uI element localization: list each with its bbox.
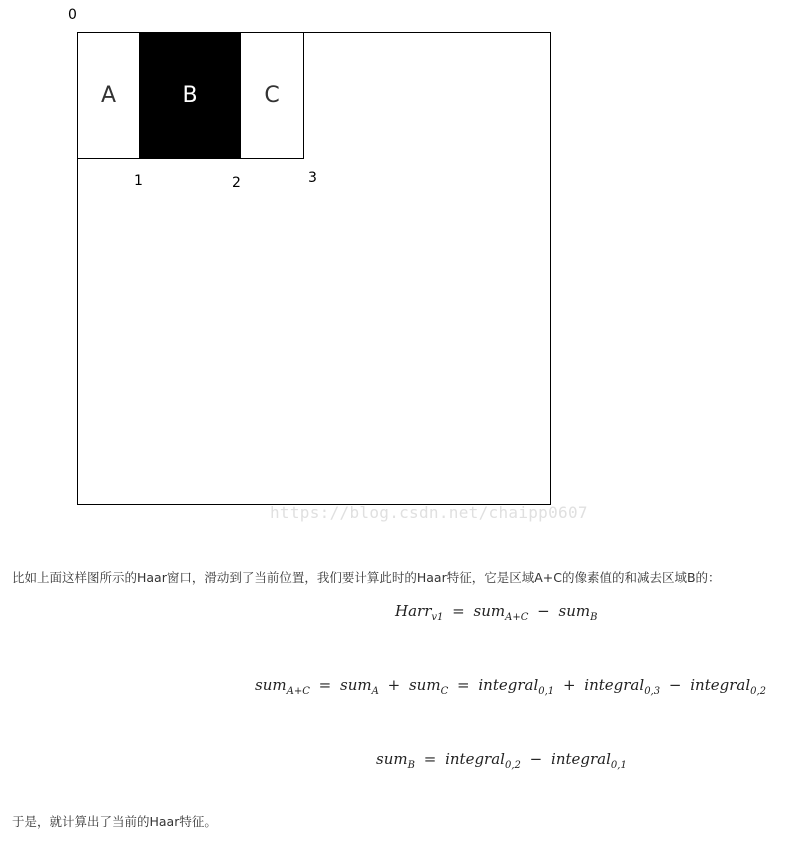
eq2-lhs: sum (255, 676, 287, 694)
region-b-label: B (182, 83, 198, 108)
corner-label-2: 2 (232, 175, 241, 191)
region-c (241, 33, 303, 158)
eq2-term2-sub: C (440, 686, 449, 697)
region-a (78, 33, 139, 158)
eq1-lhs: Harr (395, 602, 432, 620)
eq2-term5: integral (690, 676, 751, 694)
eq2-equals-1: = (318, 676, 332, 694)
conclusion-paragraph: 于是，就计算出了当前的Haar特征。 (12, 814, 217, 829)
eq2-plus-2: + (562, 676, 576, 694)
haar-window (77, 32, 304, 159)
eq3-term2: integral (551, 750, 611, 768)
eq2-term3-sub: 0,1 (538, 686, 555, 697)
eq2-term4-sub: 0,3 (644, 686, 661, 697)
eq3-term1-sub: 0,2 (504, 760, 521, 771)
eq3-lhs-sub: B (407, 760, 415, 771)
eq2-term1-sub: A (371, 686, 379, 697)
eq3-term2-sub: 0,1 (610, 760, 627, 771)
equation-3 (376, 750, 627, 771)
eq2-term5-sub: 0,2 (750, 686, 767, 697)
eq2-plus-1: + (387, 676, 401, 694)
eq2-lhs-sub: A+C (286, 686, 310, 697)
eq3-equals: = (423, 750, 437, 768)
eq1-equals: = (452, 602, 465, 620)
corner-label-1: 1 (134, 173, 143, 189)
watermark: https://blog.csdn.net/chaipp0607 (270, 503, 588, 522)
eq3-term1: integral (445, 750, 505, 768)
intro-paragraph: 比如上面这样图所示的Haar窗口，滑动到了当前位置，我们要计算此时的Haar特征，它是区域A+C的像素值的和减去区域B的： (12, 570, 721, 585)
eq2-term2: sum (408, 676, 441, 694)
region-a-label: A (100, 83, 117, 108)
eq2-term1: sum (340, 676, 372, 694)
eq2-minus: − (668, 676, 682, 694)
eq1-lhs-sub: v1 (431, 612, 444, 623)
eq3-lhs: sum (376, 750, 408, 768)
equation-1 (395, 602, 597, 623)
corner-label-0: 0 (68, 7, 77, 23)
region-b (139, 33, 241, 158)
equation-2 (255, 676, 766, 697)
eq2-term3: integral (478, 676, 539, 694)
region-c-label: C (264, 83, 280, 108)
eq2-equals-2: = (457, 676, 470, 694)
eq1-term2: sum (558, 602, 591, 620)
eq1-term1: sum (473, 602, 506, 620)
eq1-term2-sub: B (590, 612, 598, 623)
eq3-minus: − (529, 750, 543, 768)
corner-label-3: 3 (308, 170, 317, 186)
eq1-term1-sub: A+C (505, 612, 529, 623)
eq2-term4: integral (584, 676, 645, 694)
eq1-minus: − (537, 602, 550, 620)
